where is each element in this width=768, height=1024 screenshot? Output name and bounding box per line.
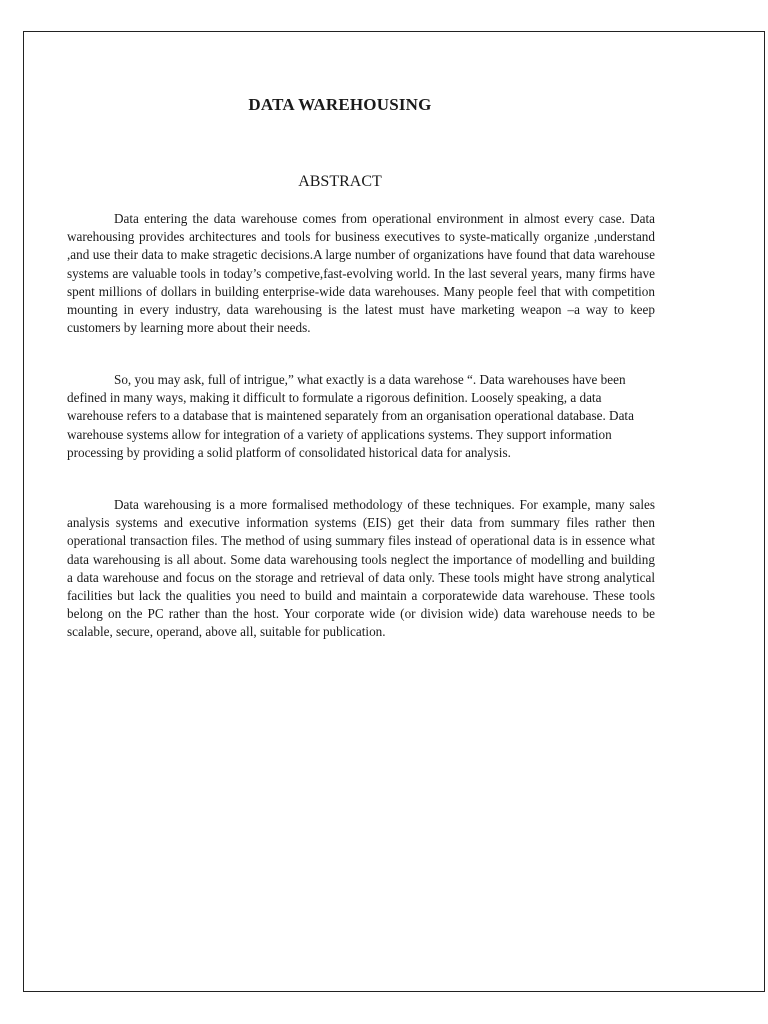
abstract-heading: ABSTRACT [298,173,382,190]
document-title: DATA WAREHOUSING [248,95,432,114]
abstract-paragraph-1: Data entering the data warehouse comes from operational environment in almost every case. Data warehousing provides architectures and tools for business executives to syste-matically organize ,understand ,and use their data to make stragetic decisions.A large number of organizations have found that data warehouse systems are valuable tools in today’s competive,fast-evolving world. In the last several years, many firms have spent millions of dollars in building enterprise-wide data warehouses. Many people feel that with competition mounting in every industry, data warehousing is the latest must have marketing weapon –a way to keep customers by learning more about their needs. [67,211,655,336]
abstract-paragraph-3: Data warehousing is a more formalised methodology of these techniques. For example, many sales analysis systems and executive information systems (EIS) get their data from summary files rather then operational transaction files. The method of using summary files instead of operational data is in essence what data warehousing is all about. Some data warehousing tools neglect the importance of modelling and building a data warehouse and focus on the storage and retrieval of data only. These tools might have strong analytical facilities but lack the qualities you need to build and maintain a corporatewide data warehouse. These tools belong on the PC rather than the host. Your corporate wide (or division wide) data warehouse needs to be scalable, secure, operand, above all, suitable for publication. [67,497,655,640]
abstract-paragraph-2: So, you may ask, full of intrigue,” what exactly is a data warehose “. Data warehouses have been defined in many ways, making it difficult to formulate a rigorous definition. Loosely speaking, a data warehouse refers to a database that is maintened separately from an organisation operational database. Data warehouse systems allow for integration of a variety of applications systems. They support information processing by providing a solid platform of consolidated historical data for analysis. [67,372,634,460]
